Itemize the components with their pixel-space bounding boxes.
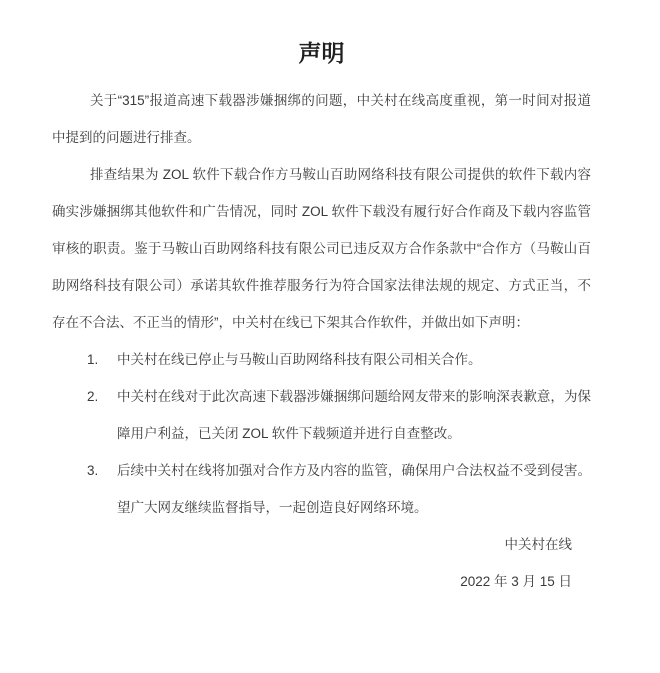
signature: 中关村在线 bbox=[504, 537, 572, 552]
paragraph-findings: 排查结果为 ZOL 软件下载合作方马鞍山百助网络科技有限公司提供的软件下载内容确实涉嫌捆绑其他软件和广告情况，同时 ZOL 软件下载没有履行好合作商及下载内容监管审核的职责。鉴于马鞍山百助网络科技有限公司已违反双方合作条款中“合作方（马鞍山百助网络科技有限公司）承诺其软件推荐服务行为符合国家法律法规的规定、方式正当，不存在不合法、不正当的情形”，中关村在线已下架其合作软件，并做出如下声明： bbox=[52, 167, 591, 330]
list-item-number: 3. bbox=[87, 463, 99, 478]
document-title: 声明 bbox=[298, 40, 345, 66]
list-item bbox=[52, 378, 591, 452]
list-item-number: 2. bbox=[87, 389, 99, 404]
list-item-text: 中关村在线已停止与马鞍山百助网络科技有限公司相关合作。 bbox=[117, 352, 482, 367]
list-item bbox=[52, 341, 591, 378]
statement-document bbox=[0, 39, 660, 600]
list-item-text: 中关村在线对于此次高速下载器涉嫌捆绑问题给网友带来的影响深表歉意，为保障用户利益，已关闭 ZOL 软件下载频道并进行自查整改。 bbox=[117, 389, 591, 441]
paragraph-intro: 关于“315”报道高速下载器涉嫌捆绑的问题，中关村在线高度重视，第一时间对报道中提到的问题进行排查。 bbox=[52, 93, 591, 145]
list-item bbox=[52, 452, 591, 526]
statement-list bbox=[52, 341, 591, 526]
document-date: 2022 年 3 月 15 日 bbox=[460, 574, 572, 589]
list-item-number: 1. bbox=[87, 352, 99, 367]
list-item-text: 后续中关村在线将加强对合作方及内容的监管，确保用户合法权益不受到侵害。望广大网友继续监督指导，一起创造良好网络环境。 bbox=[117, 463, 591, 515]
